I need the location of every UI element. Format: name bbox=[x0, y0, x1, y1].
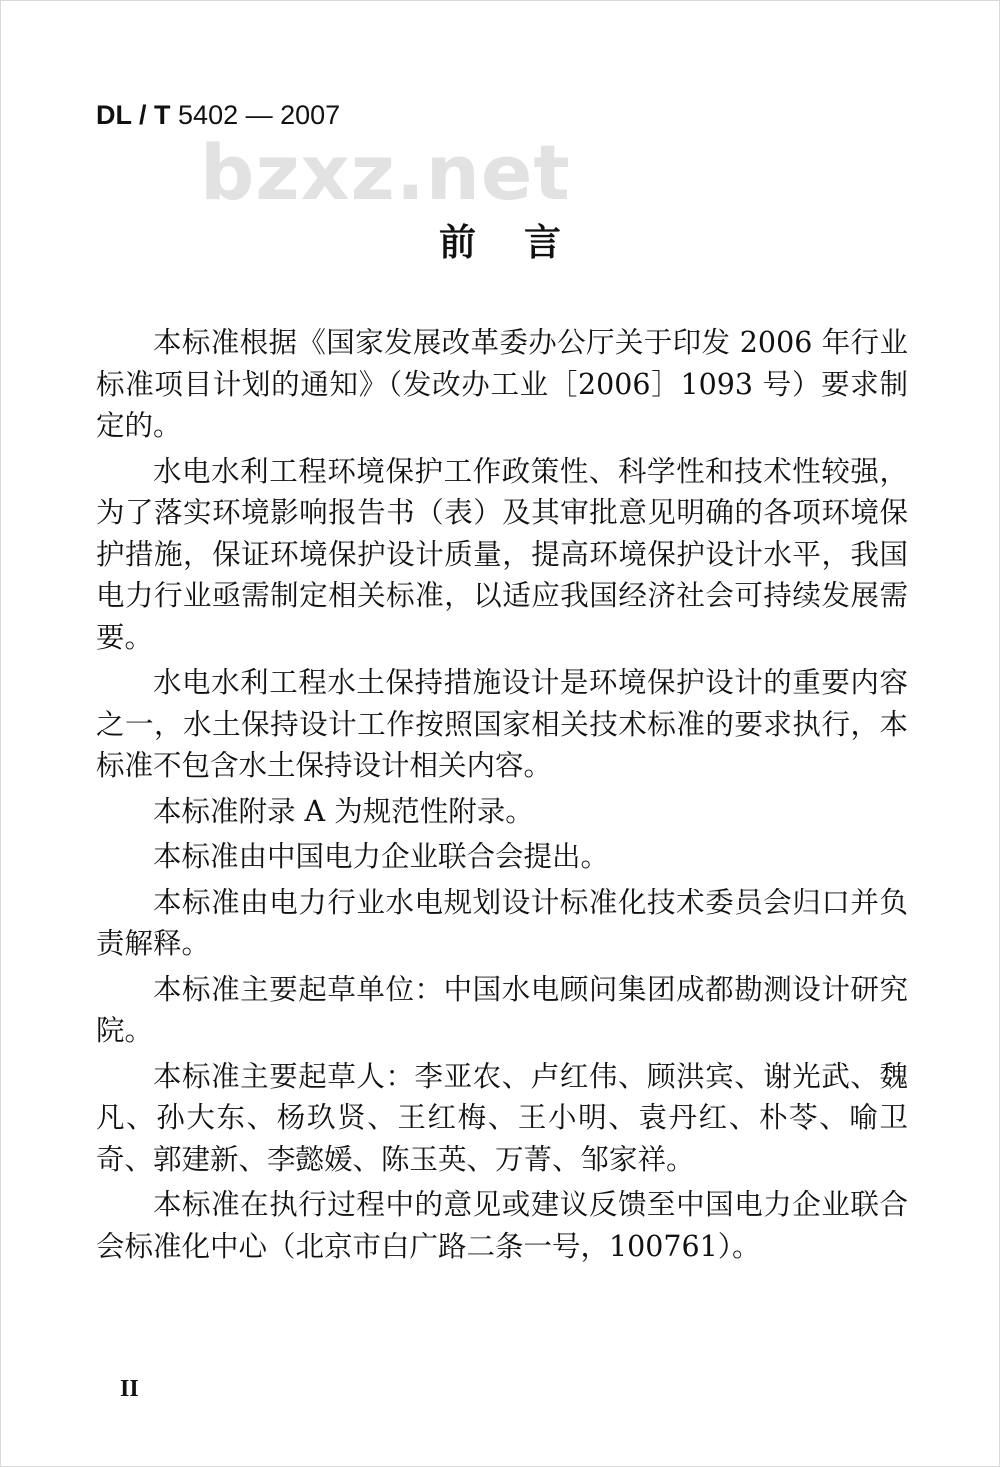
page-title: 前言 bbox=[439, 221, 609, 264]
paragraph-drafting-unit: 本标准主要起草单位：中国水电顾问集团成都勘测设计研究院。 bbox=[96, 972, 908, 1047]
paragraph-interpretation: 本标准由电力行业水电规划设计标准化技术委员会归口并负责解释。 bbox=[96, 885, 908, 960]
paragraph-proposer: 本标准由中国电力企业联合会提出。 bbox=[153, 840, 610, 873]
page-number: II bbox=[120, 1376, 139, 1402]
paragraph-soil-conservation: 水电水利工程水土保持措施设计是环境保护设计的重要内容之一，水土保持设计工作按照国家相关技术标准的要求执行，本标准不包含水土保持设计相关内容。 bbox=[96, 666, 908, 782]
paragraph-purpose: 水电水利工程环境保护工作政策性、科学性和技术性较强，为了落实环境影响报告书（表）及其审批意见明确的各项环境保护措施，保证环境保护设计质量，提高环境保护设计水平，我国电力行业亟需制定相关标准，以适应我国经济社会可持续发展需要。 bbox=[96, 454, 908, 654]
standard-year: 5402 — 2007 bbox=[178, 100, 341, 130]
standard-number bbox=[96, 100, 340, 131]
standard-code: DL / T bbox=[96, 100, 171, 130]
paragraph-feedback: 本标准在执行过程中的意见或建议反馈至中国电力企业联合会标准化中心（北京市白广路二条一号，100761）。 bbox=[96, 1188, 908, 1263]
paragraph-drafters: 本标准主要起草人：李亚农、卢红伟、顾洪宾、谢光武、魏凡、孙大东、杨玖贤、王红梅、王小明、袁丹红、朴苓、喻卫奇、郭建新、李懿媛、陈玉英、万菁、邹家祥。 bbox=[96, 1059, 908, 1176]
paragraph-basis: 本标准根据《国家发展改革委办公厅关于印发 2006 年行业标准项目计划的通知》（发改办工业［2006］1093 号）要求制定的。 bbox=[96, 326, 908, 442]
watermark: bzxz.net bbox=[200, 128, 571, 217]
preface-body bbox=[96, 322, 908, 1271]
paragraph-appendix: 本标准附录 A 为规范性附录。 bbox=[153, 794, 534, 828]
